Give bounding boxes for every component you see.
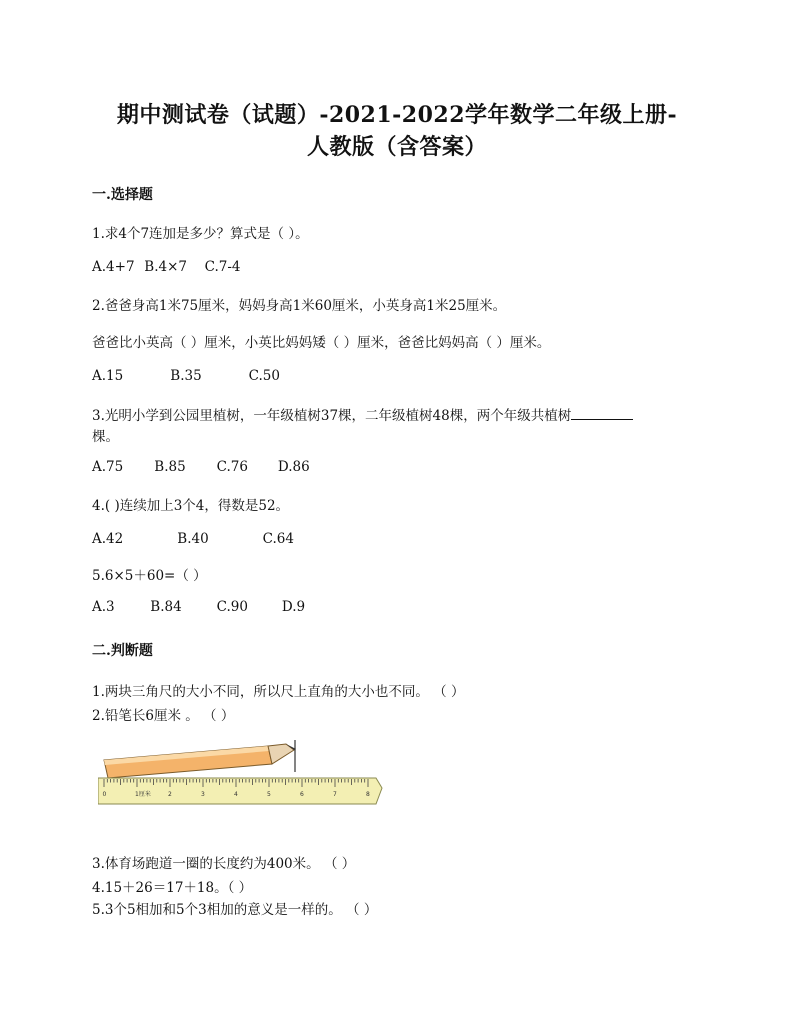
document-title-line1: 期中测试卷（试题）-2021-2022学年数学二年级上册- [116,102,678,128]
q3-answer-blank [571,405,633,420]
q4-option-a: A.42 [92,531,124,547]
q4-option-b: B.40 [177,531,209,547]
q2-option-b: B.35 [170,368,202,384]
q5-text: 5.6×5＋60=（ ） [92,568,207,584]
q4-options [92,531,294,547]
q1-text: 1.求4个7连加是多少？算式是（ ）。 [92,226,309,242]
q5-option-d: D.9 [281,599,306,615]
ruler-label: 2 [168,791,172,798]
q1-option-c: C.7-4 [204,259,241,275]
q4-text: 4.( )连续加上3个4，得数是52。 [92,498,290,514]
q3-option-a: A.75 [92,459,124,475]
ruler-label: 4 [234,791,238,798]
q2-option-c: C.50 [248,368,280,384]
q3-text2: 棵。 [92,429,119,445]
ruler-label: 5 [267,791,271,798]
q5-option-c: C.90 [216,599,248,615]
q3-text [92,404,633,424]
q5-option-a: A.3 [92,599,115,615]
ruler-label: 7 [333,791,337,798]
q3-option-d: D.86 [277,459,310,475]
judge-item-1: 1.两块三角尺的大小不同，所以尺上直角的大小也不同。 （ ） [92,684,465,700]
pencil-icon [104,740,296,778]
q2-options [92,368,280,384]
section1-heading: 一.选择题 [92,187,153,203]
q5-options [92,599,305,615]
q2-text2: 爸爸比小英高（ ）厘米，小英比妈妈矮（ ）厘米，爸爸比妈妈高（ ）厘米。 [92,335,551,351]
pencil-ruler-illustration [98,738,384,808]
q1-option-a: A.4+7 [92,259,135,275]
document-title-line2: 人教版（含答案） [306,134,487,160]
q4-option-c: C.64 [262,531,294,547]
ruler-label: 6 [300,791,304,798]
q1-option-b: B.4×7 [144,259,187,275]
ruler-icon [98,778,382,804]
q3-option-c: C.76 [216,459,248,475]
judge-item-3: 3.体育场跑道一圈的长度约为400米。 （ ） [92,856,356,872]
section2-heading: 二.判断题 [92,643,153,659]
ruler-label: 1厘米 [135,791,151,798]
judge-item-5: 5.3个5相加和5个3相加的意义是一样的。 （ ） [92,902,378,918]
q2-option-a: A.15 [92,368,124,384]
judge-item-2: 2.铅笔长6厘米 。 （ ） [92,708,235,724]
q3-option-b: B.85 [154,459,186,475]
ruler-label: 3 [201,791,205,798]
q3-text-body: 3.光明小学到公园里植树，一年级植树37棵，二年级植树48棵，两个年级共植树 [92,408,572,424]
q1-options [92,259,240,275]
judge-item-4: 4.15＋26＝17＋18。（ ） [92,880,253,896]
ruler-label: 0 [102,791,107,798]
q2-text: 2.爸爸身高1米75厘米，妈妈身高1米60厘米，小英身高1米25厘米。 [92,298,507,314]
ruler-label: 8 [366,791,370,798]
q3-options [92,459,310,475]
q5-option-b: B.84 [150,599,182,615]
